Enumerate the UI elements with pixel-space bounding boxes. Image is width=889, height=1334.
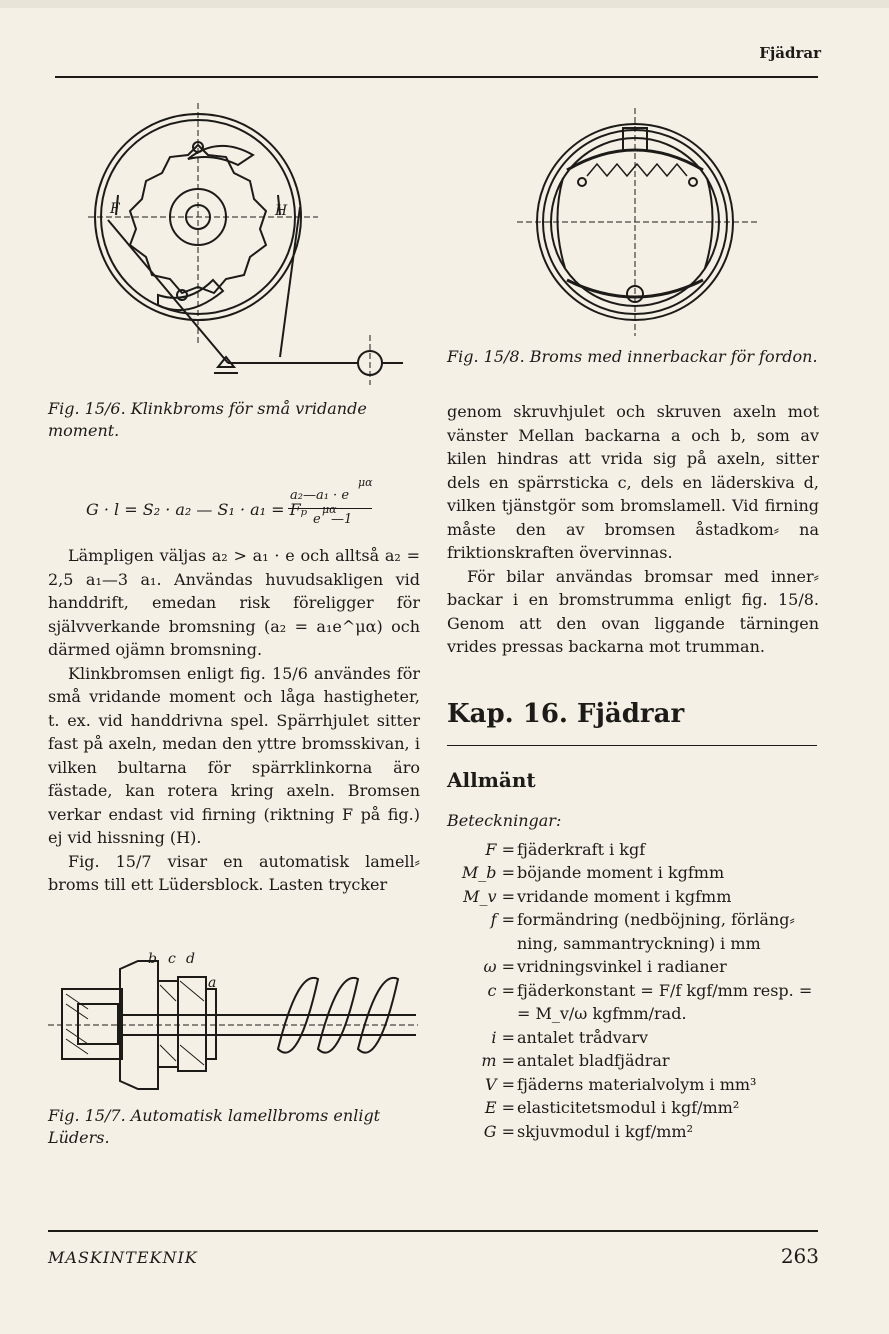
symbol-term: m =	[481, 1051, 515, 1070]
paragraph-innerbackar: För bilar användas bromsar med inner⸗ backar i en bromstrumma enligt fig. 15/8. Genom att den ovan liggande tärningen vrides pressas backarna mot trumman.	[447, 566, 819, 656]
symbol-term: ω =	[483, 957, 515, 976]
figure-15-8-drawing	[447, 108, 819, 336]
symbol-row	[447, 1096, 819, 1120]
formula-numerator-exponent: μα	[358, 476, 373, 489]
symbol-definition: fjäderkraft i kgf	[517, 839, 646, 859]
page-edge	[0, 0, 889, 8]
symbols-list	[447, 838, 819, 1144]
fig-15-7-label-a: a	[208, 974, 217, 991]
right-column	[447, 108, 819, 1143]
symbol-row	[447, 1073, 819, 1097]
chapter-title: Kap. 16. Fjädrar	[447, 698, 685, 729]
paragraph-fig-15-7: Fig. 15/7 visar en automatisk lamell⸗ broms till ett Lüdersblock. Lasten trycker	[48, 851, 420, 894]
symbol-definition: formändring (nedböjning, förläng⸗ ning, sammantryckning) i mm	[517, 910, 795, 953]
symbol-definition: böjande moment i kgfmm	[517, 863, 725, 882]
symbol-row	[447, 861, 819, 885]
fig-15-6-label-f: F	[110, 201, 120, 217]
symbol-row	[447, 885, 819, 909]
symbols-heading: Beteckningar:	[447, 810, 562, 830]
paragraph-selection: Lämpligen väljas a₂ > a₁ · e och alltså a₂ = 2,5 a₁—3 a₁. Användas huvudsakligen vid handdrift, emedan risk föreligger för självverkande bromsning (a₂ = a₁e^μα) och därmed ojämn bromsning.	[48, 546, 420, 659]
chapter-rule	[447, 745, 817, 746]
symbol-row	[447, 1120, 819, 1144]
section-title: Allmänt	[447, 767, 536, 792]
formula-lhs: G · l = S₂ · a₂ — S₁ · a₁ = Fₚ	[86, 500, 308, 519]
symbol-definition: antalet bladfjädrar	[517, 1051, 670, 1070]
symbol-definition: vridningsvinkel i radianer	[517, 957, 727, 976]
figure-15-6-caption: Fig. 15/6. Klinkbroms för små vridande moment.	[48, 399, 367, 440]
symbol-term: c =	[487, 980, 515, 1000]
symbol-definition: fjäderkonstant = F/f kgf/mm resp. = = M_v/ω kgfmm/rad.	[517, 980, 813, 1023]
figure-15-8-caption: Fig. 15/8. Broms med innerbackar för fordon.	[447, 347, 818, 366]
symbol-definition: antalet trådvarv	[517, 1027, 649, 1047]
symbol-definition: elasticitetsmodul i kgf/mm²	[517, 1098, 740, 1117]
symbol-row	[447, 1026, 819, 1050]
symbol-term: i =	[491, 1027, 515, 1047]
symbol-definition: fjäderns materialvolym i mm³	[517, 1074, 757, 1094]
symbol-term: E =	[484, 1098, 515, 1117]
symbol-term: V =	[484, 1074, 515, 1094]
running-header: Fjädrar	[759, 44, 821, 62]
formula-numerator: a₂—a₁ · e	[290, 488, 350, 503]
symbol-term: f =	[490, 910, 515, 929]
fig-15-7-label-d: d	[186, 950, 195, 967]
symbol-term: F =	[485, 839, 515, 859]
footer-rule	[48, 1230, 818, 1232]
fig-15-7-label-c: c	[168, 950, 176, 967]
brake-formula	[48, 476, 420, 530]
fig-15-7-label-b: b	[148, 950, 157, 967]
symbol-definition: vridande moment i kgfmm	[517, 886, 732, 906]
page-number: 263	[780, 1244, 819, 1268]
header-rule	[55, 76, 818, 78]
symbol-row	[447, 979, 819, 1026]
figure-15-7-caption: Fig. 15/7. Automatisk lamellbroms enligt Lüders.	[48, 1105, 381, 1147]
figure-15-6-drawing	[48, 95, 420, 390]
symbol-term: G =	[483, 1121, 515, 1141]
paragraph-brake-continued: genom skruvhjulet och skruven axeln mot vänster Mellan backarna a och b, som av kilen hindras att vrida sig på axeln, sitter dels en spärrsticka c, dels en läderskiva d, vilken tjänstgör som bromslamell. Vid firning måste den av bromsen åstadkom⸗ na friktionskraften övervinnas.	[447, 402, 819, 562]
fig-15-6-label-h: H	[275, 203, 288, 219]
symbol-row	[447, 908, 819, 955]
formula-denominator: e	[313, 512, 321, 527]
formula-denominator-exponent: μα	[322, 503, 337, 516]
figure-15-7-drawing	[48, 949, 420, 1099]
symbol-term: M_v =	[463, 886, 515, 906]
left-column	[48, 95, 420, 1149]
formula-denominator-tail: —1	[331, 512, 353, 527]
symbol-row	[447, 838, 819, 862]
footer-book-title: MASKINTEKNIK	[48, 1248, 198, 1267]
paragraph-klinkbroms: Klinkbromsen enligt fig. 15/6 användes för små vridande moment och låga hastigheter, t. ex. vid handdrivna spel. Spärrhjulet sitter fast på axeln, medan den yttre bromsskivan, i vilken bultarna för spärrklinkorna äro fästade, kan rotera kring axeln. Bromsen verkar endast vid firning (riktning F på fig.) ej vid hissning (H).	[48, 663, 420, 847]
symbol-definition: skjuvmodul i kgf/mm²	[517, 1121, 693, 1141]
symbol-row	[447, 1049, 819, 1073]
symbol-row	[447, 955, 819, 979]
symbol-term: M_b =	[461, 863, 515, 882]
